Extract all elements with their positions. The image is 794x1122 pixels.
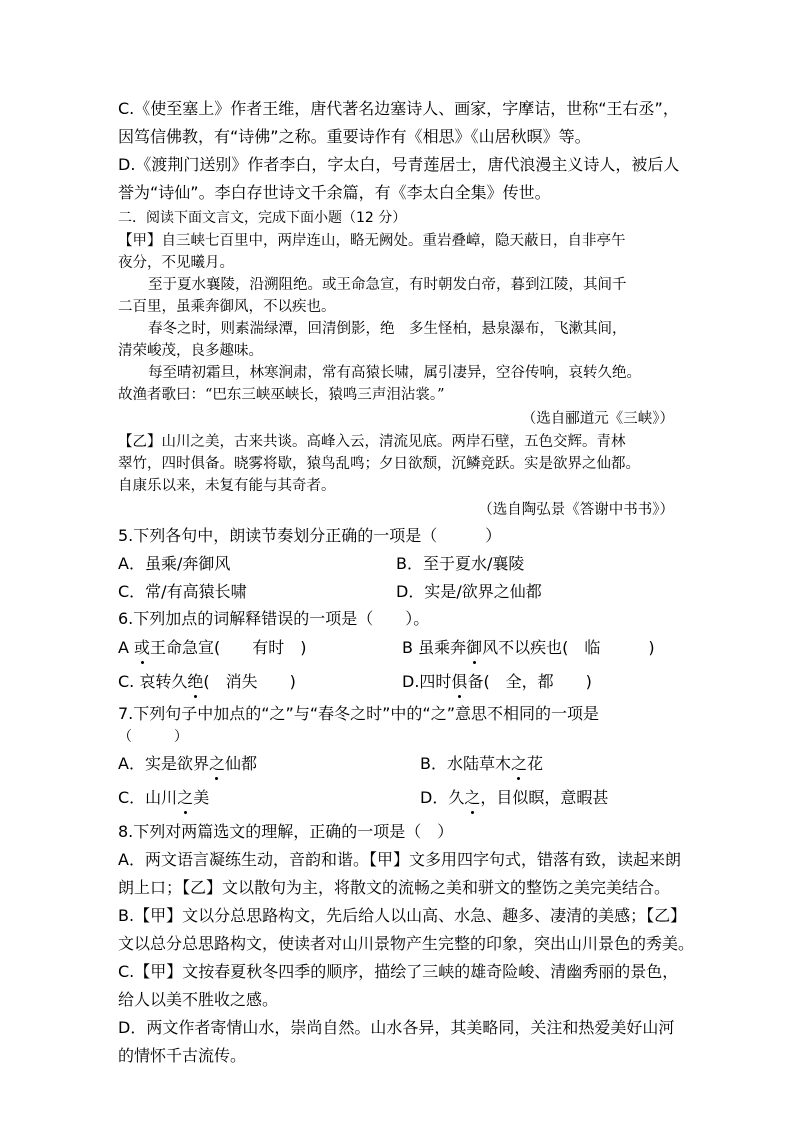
passage-jia-source: （选自郦道元《三峡》） bbox=[521, 411, 674, 427]
dotted-char: 绝 bbox=[187, 672, 204, 691]
dotted-char: 之 bbox=[177, 788, 194, 807]
dotted-char: 御 bbox=[466, 638, 483, 657]
question-7-paren: （ ） bbox=[118, 729, 188, 745]
q5-option-a: A．虽乘/奔御风 bbox=[118, 554, 231, 573]
dotted-char: 之 bbox=[208, 754, 225, 773]
q8-option-line: 的情怀千古流传。 bbox=[118, 1046, 247, 1065]
option-d-line1: D.《渡荆门送别》作者李白，字太白，号青莲居士，唐代浪漫主义诗人，被后人 bbox=[118, 155, 680, 174]
q7-option-d: D．久之，目似瞑，意暇甚 bbox=[420, 788, 609, 807]
passage-yi-line: 【乙】山川之美，古来共谈。高峰入云，清流见底。两岸石壁，五色交辉。青林 bbox=[118, 434, 626, 450]
question-8-stem: 8.下列对两篇选文的理解，正确的一项是（ ） bbox=[118, 822, 454, 841]
q8-option-line: B.【甲】文以分总思路构文，先后给人以山高、水急、趣多、凄清的美感；【乙】 bbox=[118, 906, 687, 925]
passage-jia-line: 夜分，不见曦月。 bbox=[118, 255, 234, 271]
passage-yi-line: 自康乐以来，未复有能与其奇者。 bbox=[118, 478, 336, 494]
q7-option-c: C．山川之美 bbox=[118, 788, 210, 807]
q8-option-line: D．两文作者寄情山水，崇尚自然。山水各异，其美略同，关注和热爱美好山河 bbox=[118, 1018, 675, 1037]
q5-option-c: C．常/有高猿长啸 bbox=[118, 582, 247, 601]
dotted-char: 之 bbox=[464, 788, 481, 807]
q7-option-a: A．实是欲界之仙都 bbox=[118, 754, 257, 773]
q6-option-c: C. 哀转久绝( 消失 ) bbox=[118, 672, 296, 691]
q6-option-a: A 或王命急宣( 有时 ) bbox=[118, 638, 307, 657]
option-c-line2: 因笃信佛教，有“诗佛”之称。重要诗作有《相思》《山居秋暝》等。 bbox=[118, 127, 591, 146]
q8-option-line: 朗上口；【乙】文以散句为主，将散文的流畅之美和骈文的整饬之美完美结合。 bbox=[118, 878, 671, 897]
question-7-stem: 7.下列句子中加点的“之”与“春冬之时”中的“之”意思不相同的一项是 bbox=[118, 704, 600, 723]
passage-jia-line: 春冬之时，则素湍绿潭，回清倒影，绝 多生怪柏，悬泉瀑布，飞漱其间， bbox=[148, 321, 627, 337]
q8-option-line: 文以总分总思路构文，使读者对山川景物产生完整的印象，突出山川景色的秀美。 bbox=[118, 934, 695, 953]
dotted-char: 之 bbox=[510, 754, 527, 773]
passage-jia-line: 至于夏水襄陵，沿溯阻绝。或王命急宣，有时朝发白帝，暮到江陵，其间千 bbox=[148, 277, 627, 293]
passage-yi-line: 翠竹，四时俱备。晓雾将歇，猿鸟乱鸣；夕日欲颓，沉鳞竞跃。实是欲界之仙都。 bbox=[118, 456, 640, 472]
q8-option-line: 给人以美不胜收之感。 bbox=[118, 990, 279, 1009]
q5-option-b: B．至于夏水/襄陵 bbox=[396, 554, 525, 573]
question-6-stem: 6.下列加点的词解释错误的一项是（ ）。 bbox=[118, 609, 430, 628]
passage-jia-line: 故渔者歌曰：“巴东三峡巫峡长，猿鸣三声泪沾裳。” bbox=[118, 387, 445, 403]
passage-yi-source: （选自陶弘景《答谢中书书》） bbox=[478, 502, 674, 518]
dotted-char: 俱 bbox=[451, 672, 468, 691]
option-d-line2: 誉为“诗仙”。李白存世诗文千余篇，有《李太白全集》传世。 bbox=[118, 183, 551, 202]
q5-option-d: D．实是/欲界之仙都 bbox=[396, 582, 542, 601]
question-5-stem: 5.下列各句中，朗读节奏划分正确的一项是（ ） bbox=[118, 526, 502, 545]
q8-option-line: C.【甲】文按春夏秋冬四季的顺序，描绘了三峡的雄奇险峻、清幽秀丽的景色， bbox=[118, 962, 679, 981]
q8-option-line: A．两文语言凝练生动，音韵和谐。【甲】文多用四字句式，错落有致，读起来朗 bbox=[118, 850, 681, 869]
option-c-line1: C.《使至塞上》作者王维，唐代著名边塞诗人、画家，字摩诘，世称“王右丞”， bbox=[118, 99, 679, 118]
section-heading: 二．阅读下面文言文，完成下面小题（12 分） bbox=[118, 210, 407, 226]
passage-jia-line: 【甲】自三峡七百里中，两岸连山，略无阙处。重岩叠嶂，隐天蔽日，自非亭午 bbox=[118, 233, 626, 249]
dotted-char: 或 bbox=[134, 638, 151, 657]
passage-jia-line: 二百里，虽乘奔御风，不以疾也。 bbox=[118, 299, 336, 315]
q6-option-d: D.四时俱备( 全，都 ) bbox=[402, 672, 592, 691]
q6-option-b: B 虽乘奔御风不以疾也( 临 ) bbox=[402, 638, 655, 657]
passage-jia-line: 每至晴初霜旦，林寒涧肃，常有高猿长啸，属引凄异，空谷传响，哀转久绝。 bbox=[148, 365, 641, 381]
passage-jia-line: 清荣峻茂，良多趣味。 bbox=[118, 343, 263, 359]
q7-option-b: B．水陆草木之花 bbox=[420, 754, 544, 773]
